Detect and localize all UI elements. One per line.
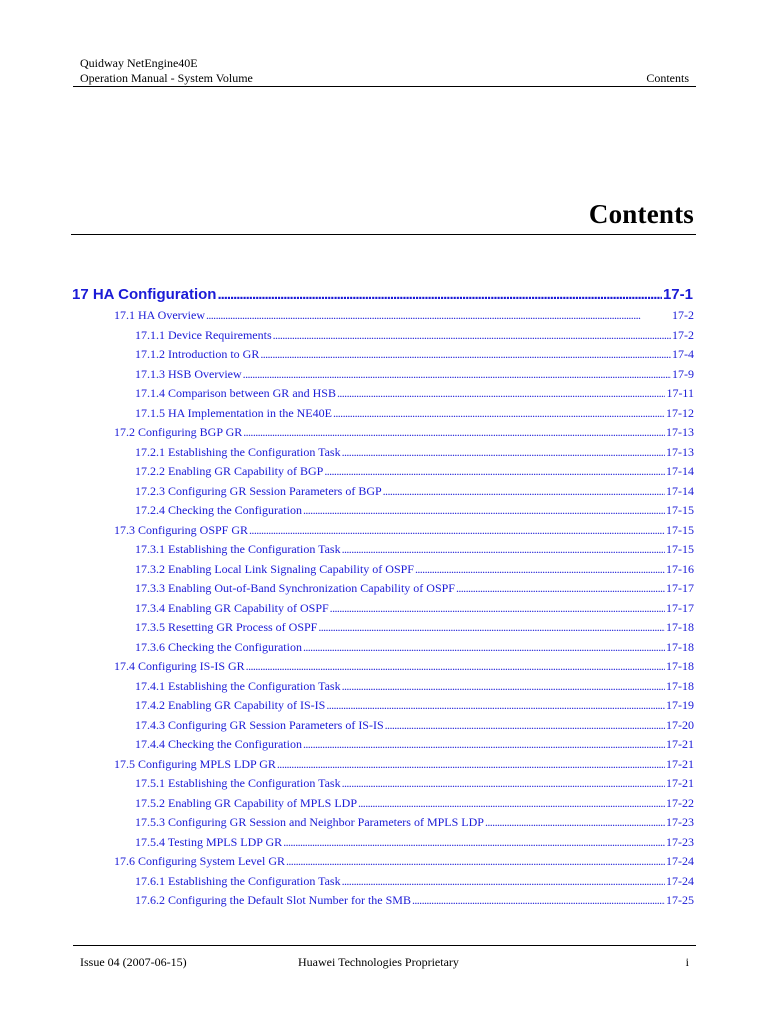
toc-subsection-link[interactable] [135,581,694,596]
toc-dot-leader [342,776,665,791]
toc-dot-leader [330,601,665,616]
toc-dot-leader [456,581,665,596]
toc-entry-page: 17-15 [666,542,694,556]
toc-chapter-link[interactable] [72,286,693,303]
toc-subsection-link[interactable] [135,620,694,635]
header-product: Quidway NetEngine40E [80,56,198,70]
toc-entry-label: 17.3.1 Establishing the Configuration Task [135,542,341,556]
toc-entry-page: 17-13 [666,444,694,459]
toc-entry-label: 17.3.3 Enabling Out-of-Band Synchronization Capability of OSPF [135,581,455,595]
toc-dot-leader [342,445,665,460]
toc-entry-page: 17-2 [672,308,694,322]
toc-dot-leader [243,367,671,382]
toc-dot-leader [385,718,665,733]
header-section: Contents [646,71,689,85]
toc-dot-leader [485,815,665,830]
footer-page-number: i [685,955,689,969]
header-manual: Operation Manual - System Volume [80,71,253,85]
toc-entry-page: 17-22 [666,795,694,810]
toc-dot-leader [303,503,665,518]
toc-entry-page: 17-23 [666,834,694,849]
toc-subsection-link[interactable] [135,679,694,694]
title-rule [71,234,696,235]
toc-subsection-link[interactable] [135,718,694,733]
toc-section-link[interactable] [114,659,694,674]
toc-entry-label: 17 HA Configuration [72,286,217,303]
toc-dot-leader [283,835,665,850]
toc-entry-label: 17.3 Configuring OSPF GR [114,522,249,537]
toc-subsection-link[interactable] [135,445,694,460]
toc-entry-page: 17-18 [666,639,694,654]
toc-entry-label: 17.2.1 Establishing the Configuration Task [135,444,341,459]
toc-subsection-link[interactable] [135,874,694,889]
toc-entry-label: 17.4.1 Establishing the Configuration Task [135,678,341,693]
toc-dot-leader [333,406,665,421]
toc-entry-label: 17.1.5 HA Implementation in the NE40E [135,405,332,420]
toc-entry-page: 17-15 [666,503,694,517]
toc-subsection-link[interactable] [135,367,694,382]
toc-dot-leader [342,874,665,889]
toc-dot-leader [286,854,665,869]
toc-entry-page: 17-16 [666,561,694,576]
toc-dot-leader [243,425,665,440]
toc-subsection-link[interactable] [135,601,694,616]
toc-entry-label: 17.3.5 Resetting GR Process of OSPF [135,620,318,634]
toc-subsection-link[interactable] [135,893,694,908]
toc-entry-page: 17-21 [666,737,694,751]
toc-subsection-link[interactable] [135,562,694,577]
toc-dot-leader [337,386,665,401]
toc-entry-page: 17-2 [672,327,694,342]
toc-subsection-link[interactable] [135,347,694,362]
toc-entry-label: 17.4.2 Enabling GR Capability of IS-IS [135,698,326,712]
toc-entry-page: 17-23 [666,815,694,829]
toc-entry-label: 17.2.3 Configuring GR Session Parameters of BGP [135,483,382,498]
toc-entry-label: 17.2.2 Enabling GR Capability of BGP [135,464,324,478]
toc-entry-label: 17.4.4 Checking the Configuration [135,737,302,751]
toc-entry-page: 17-24 [666,873,694,888]
toc-dot-leader [318,620,665,635]
toc-dot-leader [273,328,671,343]
toc-section-link[interactable] [114,523,694,538]
toc-subsection-link[interactable] [135,776,694,791]
toc-entry-page: 17-9 [672,366,694,381]
toc-dot-leader [206,308,671,323]
toc-entry-label: 17.1.2 Introduction to GR [135,347,260,361]
toc-entry-label: 17.3.2 Enabling Local Link Signaling Capability of OSPF [135,561,414,576]
toc-dot-leader [324,464,665,479]
toc-entry-label: 17.2 Configuring BGP GR [114,425,243,439]
toc-dot-leader [260,347,671,362]
toc-section-link[interactable] [114,854,694,869]
toc-entry-page: 17-18 [666,678,694,693]
toc-entry-page: 17-14 [666,464,694,478]
toc-entry-label: 17.1.3 HSB Overview [135,366,242,381]
toc-entry-label: 17.1.4 Comparison between GR and HSB [135,386,336,400]
toc-subsection-link[interactable] [135,328,694,343]
toc-entry-label: 17.5.4 Testing MPLS LDP GR [135,834,283,849]
toc-dot-leader [303,640,665,655]
toc-entry-label: 17.1.1 Device Requirements [135,327,272,342]
toc-subsection-link[interactable] [135,737,694,752]
toc-entry-page: 17-24 [666,854,694,868]
toc-entry-page: 17-21 [666,776,694,790]
toc-subsection-link[interactable] [135,484,694,499]
toc-entry-label: 17.3.6 Checking the Configuration [135,639,302,654]
toc-dot-leader [277,757,665,772]
footer-rule [73,945,696,946]
toc-dot-leader [217,286,662,303]
toc-dot-leader [383,484,665,499]
toc-entry-label: 17.6.1 Establishing the Configuration Task [135,873,341,888]
toc-entry-page: 17-17 [666,581,694,595]
toc-dot-leader [303,737,665,752]
toc-entry-page: 17-13 [666,425,694,439]
header-rule [73,86,696,87]
toc-section-link[interactable] [114,425,694,440]
page-title: Contents [588,199,694,229]
toc-subsection-link[interactable] [135,815,694,830]
toc-subsection-link[interactable] [135,386,694,401]
toc-entry-label: 17.4 Configuring IS-IS GR [114,659,245,673]
toc-entry-label: 17.5.2 Enabling GR Capability of MPLS LDP [135,795,357,810]
toc-entry-page: 17-12 [666,405,694,420]
toc-entry-page: 17-4 [672,347,694,361]
toc-entry-label: 17.5.1 Establishing the Configuration Task [135,776,341,790]
toc-entry-page: 17-17 [666,600,694,615]
toc-subsection-link[interactable] [135,835,694,850]
toc-dot-leader [342,679,665,694]
toc-entry-page: 17-1 [662,286,693,303]
toc-entry-page: 17-25 [666,893,694,907]
toc-entry-page: 17-18 [666,620,694,634]
toc-entry-page: 17-21 [666,756,694,771]
toc-subsection-link[interactable] [135,640,694,655]
toc-dot-leader [326,698,665,713]
toc-dot-leader [415,562,665,577]
toc-entry-page: 17-19 [666,698,694,712]
toc-entry-page: 17-15 [666,522,694,537]
toc-dot-leader [249,523,665,538]
page-header [80,56,689,86]
toc-entry-page: 17-20 [666,717,694,732]
toc-entry-label: 17.6.2 Configuring the Default Slot Number for the SMB [135,893,411,907]
toc-entry-label: 17.4.3 Configuring GR Session Parameters of IS-IS [135,717,384,732]
toc-subsection-link[interactable] [135,542,694,557]
toc-entry-page: 17-11 [666,386,694,400]
toc-entry-label: 17.1 HA Overview [114,308,205,322]
toc-entry-label: 17.5 Configuring MPLS LDP GR [114,756,276,771]
toc-subsection-link[interactable] [135,796,694,811]
toc-dot-leader [342,542,665,557]
toc-entry-label: 17.2.4 Checking the Configuration [135,503,302,517]
toc-subsection-link[interactable] [135,464,694,479]
footer-issue: Issue 04 (2007-06-15) [80,955,187,969]
footer-company: Huawei Technologies Proprietary [298,955,459,969]
toc-subsection-link[interactable] [135,698,694,713]
toc-subsection-link[interactable] [135,503,694,518]
toc-dot-leader [358,796,665,811]
toc-dot-leader [246,659,665,674]
toc-entry-page: 17-14 [666,483,694,498]
toc-section-link[interactable] [114,757,694,772]
toc-dot-leader [412,893,665,908]
toc-entry-label: 17.6 Configuring System Level GR [114,854,285,868]
toc-entry-label: 17.3.4 Enabling GR Capability of OSPF [135,600,329,615]
toc-entry-page: 17-18 [666,659,694,673]
toc-entry-label: 17.5.3 Configuring GR Session and Neighbor Parameters of MPLS LDP [135,815,484,829]
toc-section-link[interactable] [114,308,694,323]
toc-subsection-link[interactable] [135,406,694,421]
